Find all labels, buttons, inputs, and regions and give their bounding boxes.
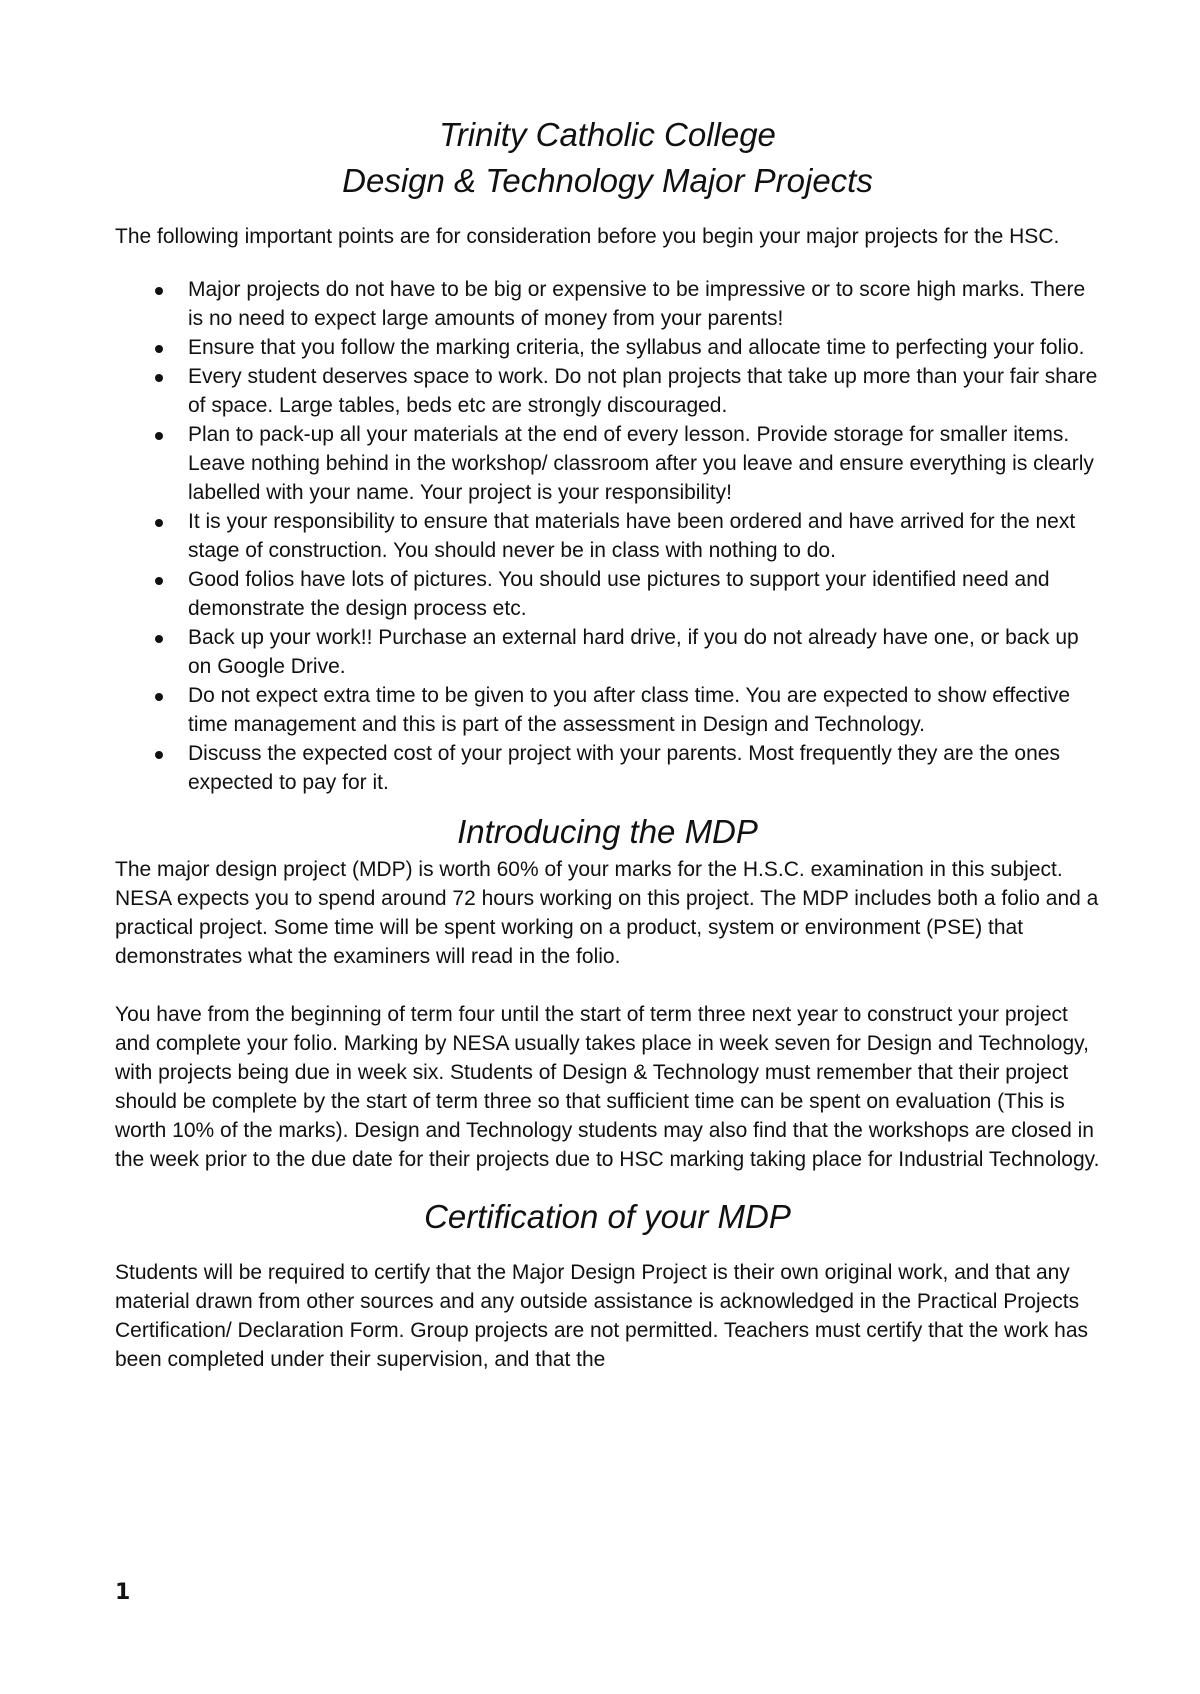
list-item — [115, 739, 1100, 797]
page-content — [115, 112, 1100, 1374]
list-item-text: Every student deserves space to work. Do not plan projects that take up more than your fair share of space. Large tables, beds etc are strongly discouraged. — [188, 365, 1098, 417]
bullet-icon — [155, 635, 163, 643]
title-line-subject: Design & Technology Major Projects — [342, 162, 873, 199]
list-item-text: Discuss the expected cost of your project with your parents. Most frequently they are the ones expected to pay for it. — [188, 742, 1060, 794]
mdp-section-body — [115, 855, 1100, 1174]
list-item-text: Back up your work!! Purchase an external hard drive, if you do not already have one, or back up on Google Drive. — [188, 626, 1079, 678]
list-item — [115, 420, 1100, 507]
bullet-icon — [155, 432, 163, 440]
bullet-icon — [155, 519, 163, 527]
bullet-icon — [155, 751, 163, 759]
bullet-icon — [155, 577, 163, 585]
list-item — [115, 362, 1100, 420]
list-item-text: It is your responsibility to ensure that materials have been ordered and have arrived for the next stage of construction. You should never be in class with nothing to do. — [188, 510, 1076, 562]
list-item — [115, 507, 1100, 565]
document-title — [115, 112, 1100, 204]
list-item-text: Good folios have lots of pictures. You should use pictures to support your identified need and demonstrate the design process etc. — [188, 568, 1050, 620]
bullet-icon — [155, 345, 163, 353]
section-heading-certification: Certification of your MDP — [424, 1198, 791, 1235]
list-item — [115, 275, 1100, 333]
bullet-icon — [155, 287, 163, 295]
mdp-paragraph-1: The major design project (MDP) is worth 60% of your marks for the H.S.C. examination in this subject. NESA expects you to spend around 72 hours working on this project. The MDP includes both a folio and a practical project. Some time will be spent working on a product, system or environment (PSE) that demonstrates what the examiners will read in the folio. — [115, 858, 1099, 968]
mdp-paragraph-2: You have from the beginning of term four until the start of term three next year to construct your project and complete your folio. Marking by NESA usually takes place in week seven for Design and Technology, with projects being due in week six. Students of Design & Technology must remember that their project should be complete by the start of term three so that sufficient time can be spent on evaluation (This is worth 10% of the marks). Design and Technology students may also find that the workshops are closed in the week prior to the due date for their projects due to HSC marking taking place for Industrial Technology. — [115, 1003, 1100, 1171]
considerations-list — [115, 275, 1100, 797]
section-heading-mdp: Introducing the MDP — [457, 813, 758, 850]
page-number: 1 — [115, 1580, 131, 1605]
list-item — [115, 623, 1100, 681]
bullet-icon — [155, 374, 163, 382]
list-item — [115, 565, 1100, 623]
list-item-text: Do not expect extra time to be given to you after class time. You are expected to show effective time management and this is part of the assessment in Design and Technology. — [188, 684, 1071, 736]
bullet-icon — [155, 693, 163, 701]
title-line-school: Trinity Catholic College — [439, 116, 776, 153]
list-item-text: Ensure that you follow the marking criteria, the syllabus and allocate time to perfecting your folio. — [188, 336, 1085, 359]
list-item — [115, 333, 1100, 362]
list-item-text: Major projects do not have to be big or expensive to be impressive or to score high marks. There is no need to expect large amounts of money from your parents! — [188, 278, 1086, 330]
certification-paragraph: Students will be required to certify that the Major Design Project is their own original work, and that any material drawn from other sources and any outside assistance is acknowledged in the Practical Projects Certification/ Declaration Form. Group projects are not permitted. Teachers must certify that the work has been completed under their supervision, and that the — [115, 1261, 1089, 1371]
list-item-text: Plan to pack-up all your materials at the end of every lesson. Provide storage for smaller items. Leave nothing behind in the workshop/ classroom after you leave and ensure everything is clearly labelled with your name. Your project is your responsibility! — [188, 423, 1094, 504]
list-item — [115, 681, 1100, 739]
intro-paragraph: The following important points are for consideration before you begin your major projects for the HSC. — [115, 225, 1060, 248]
